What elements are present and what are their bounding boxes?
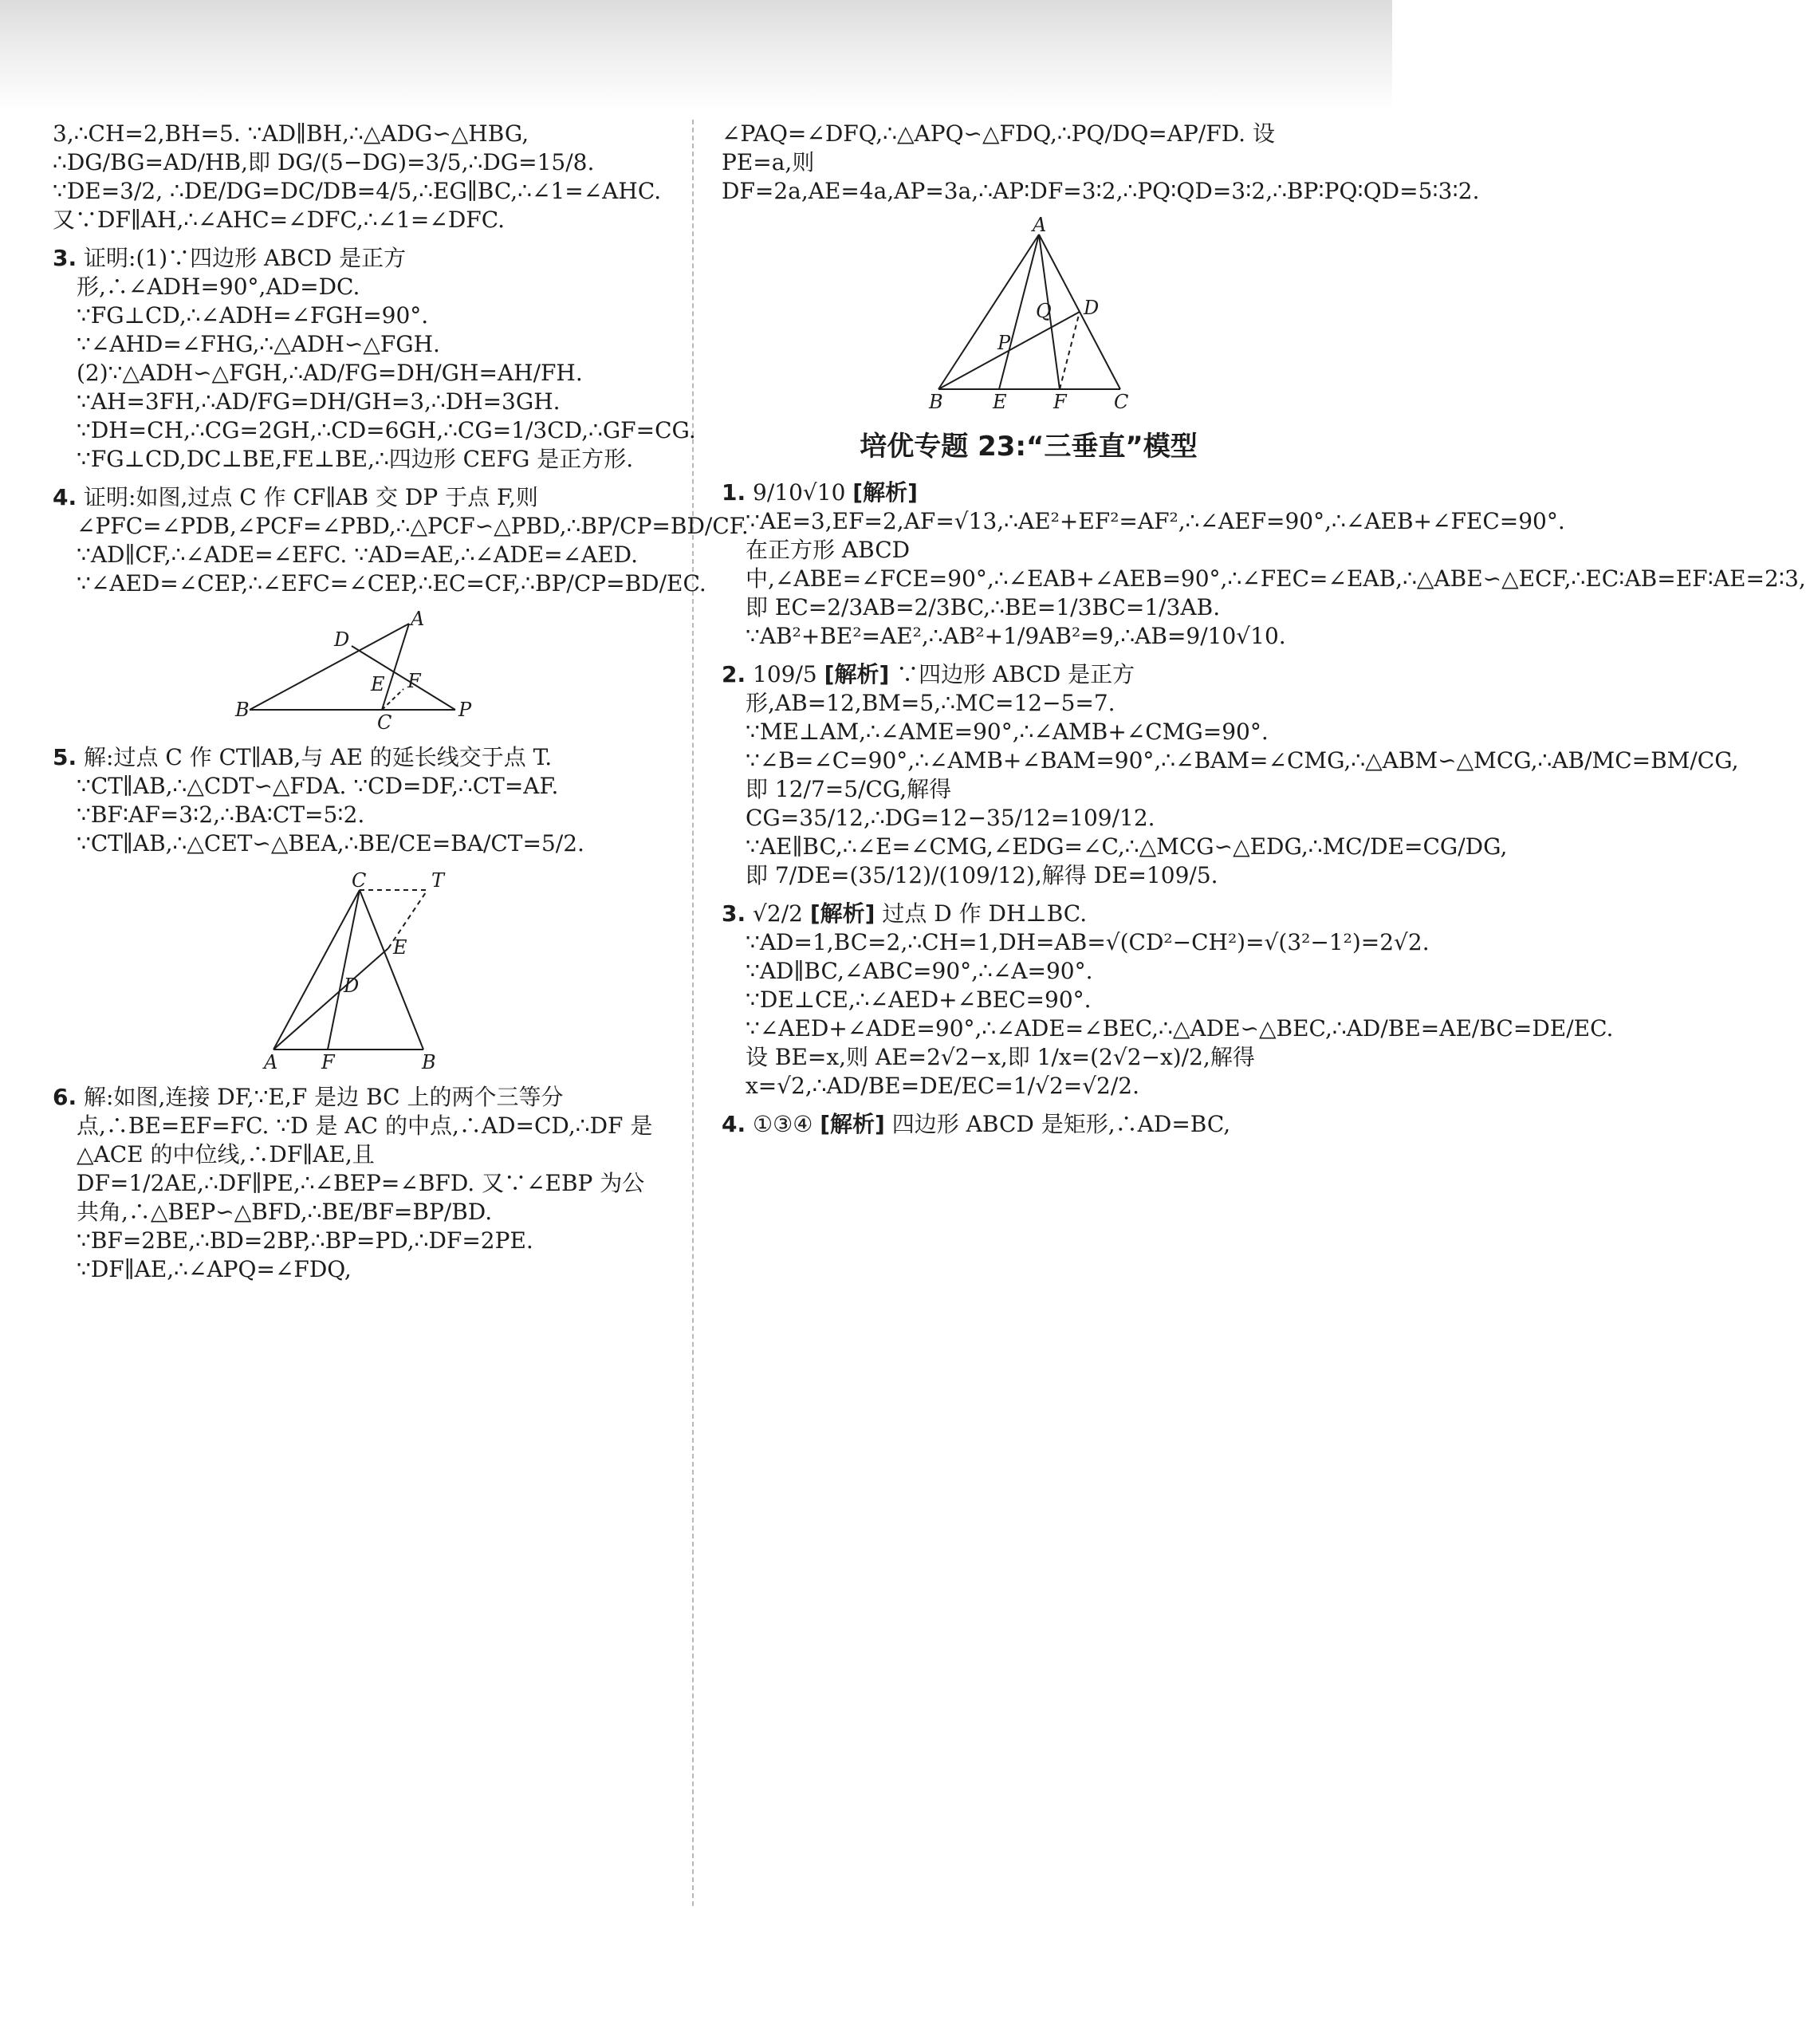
q6-text: 解:如图,连接 DF,∵E,F 是边 BC 上的两个三等分点,∴BE=EF=FC. ∵D 是 AC 的中点,∴AD=CD,∴DF 是△ACE 的中位线,∴DF∥AE,且 DF=1/2AE,∴DF∥PE,∴∠BEP=∠BFD. 又∵∠EBP 为公共角,∴△BEP∽△BFD,∴BE/BF=BP/BD. ∵BF=2BE,∴BD=2BP,∴BP=PD,∴DF=2PE. ∵DF∥AE,∴∠APQ=∠FDQ, — [77, 1084, 653, 1282]
q4-number: 4. — [722, 1111, 746, 1137]
q4-text: 四边形 ABCD 是矩形,∴AD=BC, — [891, 1111, 1231, 1137]
right-q1 — [722, 479, 1806, 651]
fig4-label-p: P — [458, 699, 472, 721]
right-q4 — [722, 1110, 1336, 1139]
q3-left-number: 3. — [53, 245, 77, 271]
fig5-label-d: D — [344, 975, 360, 997]
fig6-label-f: F — [1053, 391, 1067, 413]
fig4-label-d: D — [334, 628, 350, 651]
fig6-label-e: E — [993, 391, 1007, 413]
q3-answer: √2/2 — [753, 900, 803, 927]
right-q2 — [722, 660, 1739, 890]
q1-text: ∵AE=3,EF=2,AF=√13,∴AE²+EF²=AF²,∴∠AEF=90°,∴∠AEB+∠FEC=90°. 在正方形 ABCD 中,∠ABE=∠FCE=90°,∴∠EAB+∠AEB=90°,∴∠FEC=∠EAB,∴△ABE∽△ECF,∴EC∶AB=EF∶AE=2∶3,即 EC=2/3AB=2/3BC,∴BE=1/3BC=1/3AB. ∵AB²+BE²=AE²,∴AB²+1/9AB²=9,∴AB=9/10√10. — [746, 508, 1806, 649]
q4-left-text: 证明:如图,过点 C 作 CF∥AB 交 DP 于点 F,则∠PFC=∠PDB,∠PCF=∠PBD,∴△PCF∽△PBD,∴BP/CP=BD/CF. ∵AD∥CF,∴∠ADE=∠EFC. ∵AD=AE,∴∠ADE=∠AED. ∵∠AED=∠CEP,∴∠EFC=∠CEP,∴EC=CF,∴BP/CP=BD/EC. — [77, 484, 749, 597]
left-column — [53, 120, 749, 1284]
top-shaded-band — [0, 0, 1392, 112]
q5-text: 解:过点 C 作 CT∥AB,与 AE 的延长线交于点 T. ∵CT∥AB,∴△CDT∽△FDA. ∵CD=DF,∴CT=AF. ∵BF∶AF=3∶2,∴BA∶CT=5∶2. ∵CT∥AB,∴△CET∽△BEA,∴BE/CE=BA/CT=5/2. — [77, 744, 584, 857]
right-q6-continued: ∠PAQ=∠DFQ,∴△APQ∽△FDQ,∴PQ/DQ=AP/FD. 设 PE=a,则 DF=2a,AE=4a,AP=3a,∴AP∶DF=3∶2,∴PQ∶QD=3∶2,∴BP∶PQ∶QD=5∶3∶2. — [722, 120, 1480, 204]
fig6-label-b: B — [929, 391, 943, 413]
fig4-label-f: F — [407, 670, 421, 692]
left-q6 — [53, 1083, 667, 1284]
q4-left-number: 4. — [53, 484, 77, 510]
fig4-label-a: A — [411, 608, 425, 630]
column-divider — [692, 120, 694, 1906]
fig5-line-ac — [273, 890, 360, 1050]
q5-number: 5. — [53, 744, 77, 770]
fig6-line-ab — [938, 234, 1039, 389]
fig5-label-c: C — [352, 869, 367, 892]
q3-left-text: 证明:(1)∵四边形 ABCD 是正方形,∴∠ADH=90°,AD=DC. ∵FG⊥CD,∴∠ADH=∠FGH=90°. ∵∠AHD=∠FHG,∴△ADH∽△FGH. (2)∵△ADH∽△FGH,∴AD/FG=DH/GH=AH/FH. ∵AH=3FH,∴AD/FG=DH/GH=3,∴DH=3GH. ∵DH=CH,∴CG=2GH,∴CD=6GH,∴CG=1/3CD,∴GF=CG. ∵FG⊥CD,DC⊥BE,FE⊥BE,∴四边形 CEFG 是正方形. — [77, 245, 696, 472]
fig5-line-cf — [328, 890, 360, 1050]
fig4-label-c: C — [377, 711, 392, 734]
fig4-label-b: B — [235, 699, 250, 721]
q2-analysis-tag: [解析] — [824, 661, 890, 687]
fig6-label-c: C — [1114, 391, 1129, 413]
figure-q6 — [921, 214, 1136, 413]
q4-analysis-tag: [解析] — [820, 1111, 885, 1137]
fig6-label-a: A — [1033, 214, 1047, 236]
fig5-label-a: A — [264, 1051, 278, 1073]
fig4-label-e: E — [371, 673, 385, 695]
section-title: 培优专题 23:“三垂直”模型 — [860, 431, 1198, 463]
q3-analysis-tag: [解析] — [809, 900, 875, 927]
q2-answer: 109/5 — [753, 661, 817, 687]
fig5-label-b: B — [422, 1051, 436, 1073]
q6-number: 6. — [53, 1084, 77, 1110]
fig6-label-p: P — [997, 332, 1011, 354]
q3-text: 过点 D 作 DH⊥BC. ∵AD=1,BC=2,∴CH=1,DH=AB=√(CD²−CH²)=√(3²−1²)=2√2. ∵AD∥BC,∠ABC=90°,∴∠A=90°. ∵DE⊥CE,∴∠AED+∠BEC=90°. ∵∠AED+∠ADE=90°,∴∠ADE=∠BEC,∴△ADE∽△BEC,∴AD/BE=AE/BC=DE/EC. 设 BE=x,则 AE=2√2−x,即 1/x=(2√2−x)/2,解得 x=√2,∴AD/BE=DE/EC=1/√2=√2/2. — [746, 900, 1614, 1099]
q1-answer: 9/10√10 — [753, 479, 846, 506]
fig5-label-f: F — [321, 1051, 335, 1073]
left-q5 — [53, 743, 667, 858]
right-column — [722, 120, 1806, 1139]
q2-text: ∵四边形 ABCD 是正方形,AB=12,BM=5,∴MC=12−5=7. ∵ME⊥AM,∴∠AME=90°,∴∠AMB+∠CMG=90°. ∵∠B=∠C=90°,∴∠AMB+∠BAM=90°,∴∠BAM=∠CMG,∴△ABM∽△MCG,∴AB/MC=BM/CG,即 12/7=5/CG,解得 CG=35/12,∴DG=12−35/12=109/12. ∵AE∥BC,∴∠E=∠CMG,∠EDG=∠C,∴△MCG∽△EDG,∴MC/DE=CG/DG,即 7/DE=(35/12)/(109/12),解得 DE=109/5. — [746, 661, 1739, 888]
q1-analysis-tag: [解析] — [852, 479, 918, 506]
left-q3 — [53, 244, 696, 474]
fig6-line-ae — [999, 234, 1039, 389]
q2-number: 2. — [722, 661, 746, 687]
fig5-label-t: T — [431, 869, 445, 892]
right-q3 — [722, 900, 1614, 1101]
fig6-label-q: Q — [1036, 300, 1052, 322]
fig4-line-dp — [352, 646, 455, 710]
fig6-line-df — [1060, 312, 1080, 389]
q3-number: 3. — [722, 900, 746, 927]
fig5-label-e: E — [393, 936, 407, 959]
left-q4 — [53, 483, 749, 598]
figure-q4 — [235, 608, 479, 734]
q1-number: 1. — [722, 479, 746, 506]
fig6-label-d: D — [1084, 297, 1100, 319]
q4-answer: ①③④ — [753, 1111, 813, 1137]
fig5-line-cb — [360, 890, 423, 1050]
figure-q5 — [256, 869, 463, 1073]
left-p1: 3,∴CH=2,BH=5. ∵AD∥BH,∴△ADG∽△HBG, ∴DG/BG=AD/HB,即 DG/(5−DG)=3/5,∴DG=15/8. ∵DE=3/2, ∴DE/DG=DC/DB=4/5,∴EG∥BC,∴∠1=∠AHC. 又∵DF∥AH,∴∠AHC=∠DFC,∴∠1=∠DFC. — [53, 120, 662, 233]
